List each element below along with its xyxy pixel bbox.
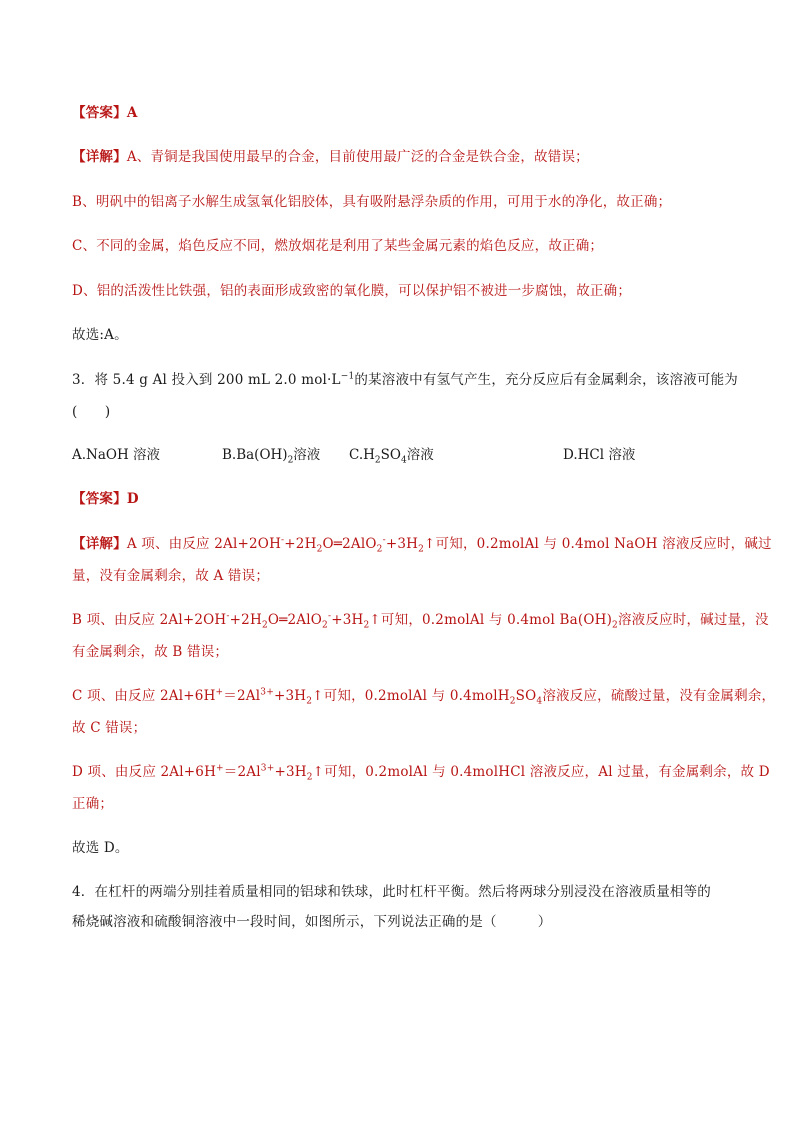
- q3-detail-c-t6: 溶液反应，硫酸过量，没有金属剩余，: [542, 688, 776, 704]
- q3-detail-b-line2: 有金属剩余，故 B 错误；: [72, 644, 229, 660]
- q3-detail-a-s1: -: [281, 535, 285, 546]
- q3-conclusion: 故选 D。: [72, 840, 129, 856]
- q3-option-c-mid: SO: [380, 447, 401, 463]
- q3-detail-c-line1: [72, 686, 776, 707]
- q3-detail-c-b1: 2: [306, 696, 313, 707]
- q3-detail-d-s1: +: [216, 763, 224, 774]
- q3-answer-value: D: [126, 491, 139, 507]
- q2-conclusion: 故选:A。: [72, 327, 128, 343]
- q3-detail-b-t3: O═2AlO: [267, 612, 322, 628]
- q3-detail-b-b2: 2: [322, 620, 328, 631]
- q3-option-c-post: 溶液: [406, 447, 434, 463]
- q3-detail-b-t6: 溶液反应时，碱过量，没: [617, 612, 769, 628]
- q3-detail-d-s2: 3+: [260, 763, 275, 774]
- q3-detail-b-t1: B 项、由反应 2Al+2OH: [72, 612, 227, 628]
- q3-detail-a-s2: -: [382, 535, 386, 546]
- q3-stem-part1: 3．将 5.4 g Al 投入到 200 mL 2.0 mol·L: [72, 372, 341, 388]
- q2-detail-a: [72, 147, 727, 167]
- q3-detail-b-t4: +3H: [331, 612, 364, 628]
- q3-answer-label: 【答案】: [72, 491, 127, 507]
- q3-detail-b-s2: -: [327, 611, 332, 622]
- q3-detail-d-t3: +3H: [274, 764, 307, 780]
- q3-detail-c-t2: ＝2Al: [223, 688, 261, 704]
- q2-detail-label: 【详解】: [72, 149, 127, 165]
- q3-detail-d-t4: ↑可知，0.2molAl 与 0.4molHCl 溶液反应，Al 过量，有金属剩余，故 D: [312, 764, 770, 780]
- q3-option-c: [349, 445, 434, 465]
- q4-stem-line2: 稀烧碱溶液和硫酸铜溶液中一段时间，如图所示，下列说法正确的是（ ）: [72, 914, 552, 930]
- q3-answer-line: [72, 489, 727, 509]
- q3-detail-c-t4: ↑可知，0.2molAl 与 0.4molH: [312, 688, 510, 704]
- q3-detail-b-line1: [72, 610, 769, 631]
- q3-detail-c-b3: 4: [536, 696, 543, 707]
- q3-option-b-pre: B.Ba(OH): [222, 447, 288, 463]
- q3-stem-sup: −1: [340, 371, 355, 382]
- q3-option-c-pre: C.H: [349, 447, 375, 463]
- q3-detail-c-b2: 2: [509, 696, 516, 707]
- q3-detail-a-b1: 2: [316, 544, 323, 555]
- q3-detail-a-line2: 量，没有金属剩余，故 A 错误；: [72, 568, 270, 584]
- q3-detail-b-b3: 2: [363, 620, 370, 631]
- q3-detail-b-t2: +2H: [229, 612, 262, 628]
- q3-detail-d-t2: ＝2Al: [223, 764, 261, 780]
- q3-detail-c-t1: C 项、由反应 2Al+6H: [72, 688, 216, 704]
- q3-option-d: D.HCl 溶液: [563, 447, 636, 463]
- q2-answer-value: A: [126, 105, 138, 121]
- q3-detail-d-t1: D 项、由反应 2Al+6H: [72, 764, 217, 780]
- q3-detail-b-b4: 2: [612, 620, 618, 631]
- q3-option-b: [222, 445, 320, 465]
- q2-detail-a-text: A、青铜是我国使用最早的合金，目前使用最广泛的合金是铁合金，故错误；: [126, 149, 589, 165]
- q2-detail-c: C、不同的金属，焰色反应不同，燃放烟花是利用了某些金属元素的焰色反应，故正确；: [72, 238, 604, 254]
- q4-stem-line1: 4．在杠杆的两端分别挂着质量相同的铝球和铁球，此时杠杆平衡。然后将两球分别浸没在溶液质量相等的: [72, 884, 711, 900]
- q2-detail-b: B、明矾中的铝离子水解生成氢氧化铝胶体，具有吸附悬浮杂质的作用，可用于水的净化，故正确；: [72, 194, 672, 210]
- q3-detail-a-t2: +2H: [284, 536, 317, 552]
- q3-stem-line1: [72, 370, 738, 390]
- q3-detail-d-line1: [72, 762, 770, 783]
- q2-answer-line: [72, 103, 727, 123]
- q3-detail-b-b1: 2: [261, 620, 268, 631]
- q3-stem-part2: 的某溶液中有氢气产生，充分反应后有金属剩余，该溶液可能为: [354, 372, 738, 388]
- q3-detail-d-line2: 正确；: [72, 796, 114, 812]
- q3-option-b-sub: 2: [287, 455, 294, 466]
- q3-detail-c-s1: +: [215, 687, 224, 698]
- q3-option-c-sub1: 2: [374, 455, 381, 466]
- q3-detail-a-line1: [72, 534, 772, 555]
- q3-stem-line2: ( ): [72, 404, 111, 420]
- q2-answer-label: 【答案】: [72, 105, 127, 121]
- q3-detail-c-t5: SO: [515, 688, 537, 704]
- q3-detail-a-t3: O═2AlO: [322, 536, 377, 552]
- q3-detail-a-b3: 2: [418, 544, 425, 555]
- q2-detail-d: D、铝的活泼性比铁强，铝的表面形成致密的氧化膜，可以保护铝不被进一步腐蚀，故正确；: [72, 283, 632, 299]
- q3-option-b-post: 溶液: [293, 447, 321, 463]
- q3-option-c-sub2: 4: [400, 455, 407, 466]
- q3-detail-a-t5: ↑可知，0.2molAl 与 0.4mol NaOH 溶液反应时，碱过: [424, 536, 772, 552]
- q3-detail-a-t1: A 项、由反应 2Al+2OH: [126, 536, 282, 552]
- q3-detail-c-line2: 故 C 错误；: [72, 720, 147, 736]
- q3-detail-b-t5: ↑可知，0.2molAl 与 0.4mol Ba(OH): [369, 612, 613, 628]
- q3-detail-c-s2: 3+: [260, 687, 274, 698]
- q3-detail-a-t4: +3H: [385, 536, 419, 552]
- q3-detail-label: 【详解】: [72, 536, 127, 552]
- q3-detail-a-b2: 2: [376, 544, 383, 555]
- q3-detail-d-b1: 2: [306, 772, 313, 783]
- q3-option-a: A.NaOH 溶液: [72, 447, 161, 463]
- q3-detail-b-s1: -: [226, 611, 230, 622]
- q3-detail-c-t3: +3H: [273, 688, 307, 704]
